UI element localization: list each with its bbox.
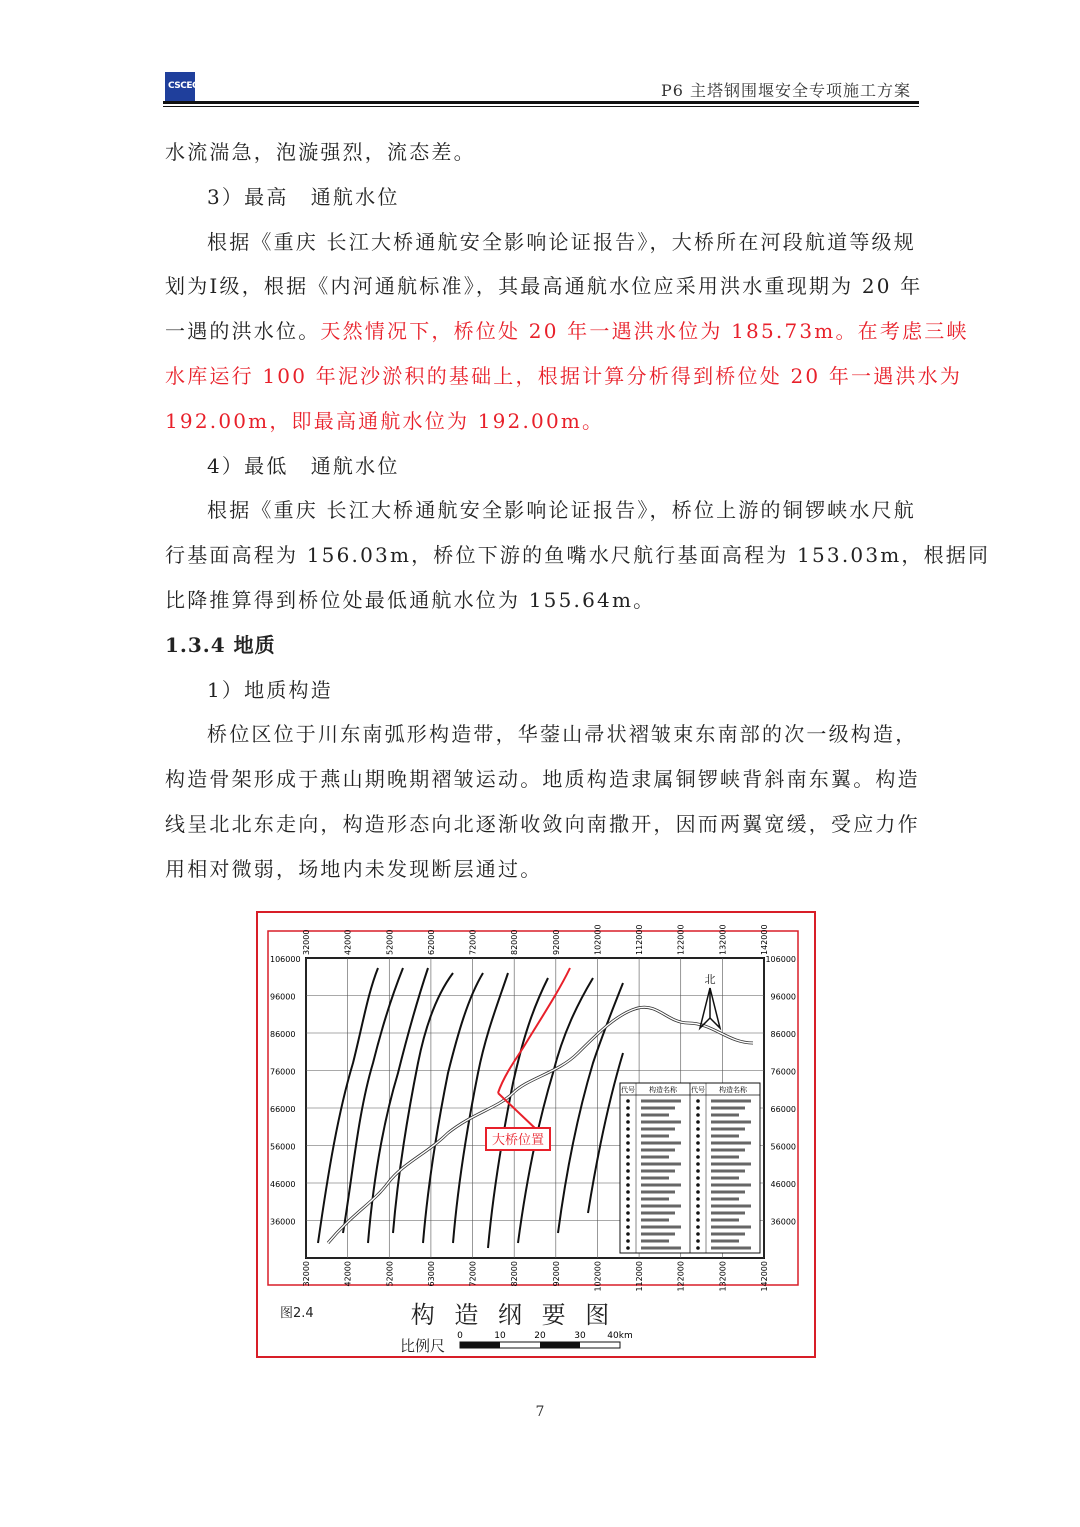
legend-entry	[641, 1156, 669, 1159]
paragraph-line: 线呈北北东走向，构造形态向北逐渐收敛向南撒开，因而两翼宽缓，受应力作	[165, 811, 920, 836]
axis-tick-label: 106000	[270, 955, 301, 964]
fold-line	[518, 978, 593, 1243]
legend-marker	[626, 1190, 630, 1194]
axis-tick-label: 46000	[270, 1180, 296, 1189]
axis-tick-label: 106000	[765, 955, 796, 964]
legend-marker	[696, 1099, 700, 1103]
legend-entry	[641, 1177, 669, 1180]
scale-tick-label: 20	[534, 1331, 546, 1341]
map-title: 构 造 纲 要 图	[410, 1301, 616, 1329]
axis-tick-label: 42000	[343, 1261, 353, 1287]
legend-marker	[696, 1204, 700, 1208]
legend-marker	[696, 1211, 700, 1215]
legend-entry	[641, 1233, 675, 1236]
legend-marker	[626, 1148, 630, 1152]
legend-marker	[696, 1197, 700, 1201]
axis-tick-label: 86000	[770, 1030, 796, 1039]
legend-marker	[696, 1127, 700, 1131]
legend-marker	[626, 1134, 630, 1138]
axis-tick-label: 76000	[270, 1067, 296, 1077]
company-logo	[165, 72, 199, 102]
legend-marker	[626, 1204, 630, 1208]
scale-tick-label: 0	[457, 1331, 463, 1341]
axis-tick-label: 102000	[593, 1261, 603, 1292]
section-heading: 4）最低 通航水位	[207, 453, 400, 478]
legend-entry	[711, 1212, 745, 1215]
axis-tick-label: 66000	[270, 1105, 296, 1114]
scale-label: 比例尺	[400, 1337, 446, 1355]
axis-tick-label: 36000	[770, 1217, 796, 1227]
legend-entry	[711, 1107, 745, 1110]
axis-tick-label: 112000	[635, 1261, 645, 1292]
north-arrow	[700, 973, 720, 1028]
legend-entry	[711, 1177, 739, 1180]
legend-marker	[696, 1176, 700, 1180]
fold-line	[368, 968, 428, 1243]
figure-label: 图2.4	[280, 1306, 314, 1321]
paragraph-line: 根据《重庆 长江大桥通航安全影响论证报告》，桥位上游的铜锣峡水尺航	[207, 498, 916, 523]
legend-entry	[641, 1142, 681, 1145]
axis-tick-label: 132000	[718, 924, 728, 955]
legend-marker	[626, 1127, 630, 1131]
legend-entry	[711, 1205, 751, 1208]
legend-marker	[696, 1232, 700, 1236]
scale-ticks	[457, 1331, 633, 1341]
legend-marker	[696, 1155, 700, 1159]
section-title: 1.3.4 地质	[165, 632, 276, 657]
legend-table	[620, 1083, 760, 1253]
paragraph-text: 一遇的洪水位。	[165, 319, 321, 344]
axis-tick-label: 92000	[551, 929, 561, 955]
legend-entry	[711, 1219, 739, 1222]
legend-entry	[641, 1163, 681, 1166]
legend-entry	[711, 1121, 751, 1124]
axis-tick-label: 63000	[426, 1261, 436, 1287]
scale-tick-label: 30	[574, 1331, 586, 1341]
legend-header: 构造名称	[649, 1086, 677, 1094]
paragraph-line: 行基面高程为 156.03m，桥位下游的鱼嘴水尺航行基面高程为 153.03m，根据同	[165, 543, 991, 568]
legend-marker	[696, 1106, 700, 1110]
legend-marker	[626, 1099, 630, 1103]
legend-entry	[641, 1121, 681, 1124]
right-axis	[765, 955, 796, 1227]
legend-entry	[711, 1184, 751, 1187]
left-axis	[270, 955, 301, 1227]
legend-entry	[711, 1170, 745, 1173]
scale-tick-label: 10	[494, 1331, 506, 1341]
legend-marker	[696, 1169, 700, 1173]
legend-entry	[641, 1128, 675, 1131]
top-axis	[302, 924, 769, 955]
axis-tick-label: 42000	[343, 929, 353, 955]
document-body	[165, 130, 991, 892]
legend-entry	[711, 1114, 739, 1117]
legend-entry	[641, 1191, 675, 1194]
legend-entry	[641, 1135, 669, 1138]
legend-marker	[626, 1239, 630, 1243]
paragraph-line: 桥位区位于川东南弧形构造带，华蓥山帚状褶皱束东南部的次一级构造，	[207, 722, 918, 747]
structure-outline-map	[258, 913, 814, 1356]
axis-tick-label: 96000	[270, 992, 296, 1002]
legend-entry	[641, 1107, 675, 1110]
axis-tick-label: 76000	[770, 1067, 796, 1077]
scale-tick-label: 40km	[607, 1331, 633, 1341]
axis-tick-label: 122000	[676, 1261, 686, 1292]
legend-marker	[626, 1162, 630, 1166]
legend-marker	[696, 1246, 700, 1250]
legend-entry	[711, 1135, 739, 1138]
bridge-location-label: 大桥位置	[491, 1133, 545, 1148]
legend-marker	[696, 1120, 700, 1124]
legend-marker	[696, 1190, 700, 1194]
axis-tick-label: 52000	[385, 929, 395, 955]
axis-tick-label: 86000	[270, 1030, 296, 1039]
legend-marker	[626, 1106, 630, 1110]
legend-marker	[696, 1162, 700, 1166]
legend-entry	[711, 1149, 745, 1152]
legend-entry	[711, 1247, 751, 1250]
legend-entry	[641, 1219, 669, 1222]
legend-entry	[641, 1170, 675, 1173]
paragraph-line: 根据《重庆 长江大桥通航安全影响论证报告》，大桥所在河段航道等级规	[207, 229, 916, 254]
legend-entry	[711, 1233, 745, 1236]
legend-marker	[696, 1141, 700, 1145]
highlighted-text: 天然情况下，桥位处 20 年一遇洪水位为 185.73m。在考虑三峡	[320, 319, 969, 344]
legend-marker	[696, 1113, 700, 1117]
axis-tick-label: 82000	[510, 1261, 520, 1287]
legend-entry	[641, 1205, 681, 1208]
legend-marker	[626, 1246, 630, 1250]
axis-tick-label: 62000	[426, 929, 436, 955]
subsection-heading: 1）地质构造	[207, 677, 333, 702]
geology-map-figure	[256, 911, 816, 1358]
legend-marker	[696, 1225, 700, 1229]
axis-tick-label: 122000	[676, 924, 686, 955]
section-heading: 3）最高 通航水位	[207, 184, 400, 209]
page-header	[163, 70, 919, 110]
axis-tick-label: 96000	[770, 992, 796, 1002]
paragraph-line: 水流湍急，泡漩强烈，流态差。	[165, 140, 476, 164]
legend-entry	[711, 1163, 751, 1166]
legend-entry	[711, 1156, 739, 1159]
legend-entry	[641, 1240, 669, 1243]
paragraph-line: 划为Ⅰ级，根据《内河通航标准》，其最高通航水位应采用洪水重现期为 20 年	[165, 274, 923, 299]
legend-entry	[641, 1114, 669, 1117]
axis-tick-label: 32000	[302, 1261, 311, 1287]
legend-marker	[626, 1169, 630, 1173]
axis-tick-label: 142000	[760, 924, 769, 955]
axis-tick-label: 56000	[270, 1142, 296, 1152]
paragraph-line	[165, 309, 969, 354]
paragraph-line: 构造骨架形成于燕山期晚期褶皱运动。地质构造隶属铜锣峡背斜南东翼。构造	[165, 767, 920, 792]
legend-entry	[711, 1142, 751, 1145]
legend-entry	[641, 1198, 669, 1201]
legend-marker	[626, 1218, 630, 1222]
header-rule-thin	[163, 106, 919, 107]
legend-marker	[626, 1197, 630, 1201]
legend-entry	[711, 1226, 751, 1229]
legend-entry	[641, 1226, 681, 1229]
legend-entry	[641, 1100, 681, 1103]
paragraph-line: 比降推算得到桥位处最低通航水位为 155.64m。	[165, 587, 656, 612]
logo-text: CSCEC	[168, 81, 199, 91]
legend-entry	[641, 1212, 675, 1215]
legend-marker	[696, 1148, 700, 1152]
highlighted-line: 水库运行 100 年泥沙淤积的基础上，根据计算分析得到桥位处 20 年一遇洪水为	[165, 363, 963, 388]
bottom-axis	[302, 1261, 769, 1292]
legend-marker	[626, 1120, 630, 1124]
highlighted-line: 192.00m，即最高通航水位为 192.00m。	[165, 408, 605, 433]
legend-entry	[711, 1198, 739, 1201]
north-label: 北	[704, 973, 716, 986]
paragraph-line: 用相对微弱，场地内未发现断层通过。	[165, 856, 543, 881]
axis-tick-label: 36000	[270, 1217, 296, 1227]
legend-marker	[626, 1232, 630, 1236]
legend-entry	[711, 1191, 745, 1194]
legend-entry	[641, 1184, 681, 1187]
header-title: P6 主塔钢围堰安全专项施工方案	[660, 81, 911, 100]
legend-marker	[696, 1239, 700, 1243]
legend-marker	[626, 1225, 630, 1229]
axis-tick-label: 112000	[635, 924, 645, 955]
legend-entry	[711, 1100, 751, 1103]
axis-tick-label: 72000	[468, 929, 478, 955]
axis-tick-label: 56000	[770, 1142, 796, 1152]
legend-header: 代号	[621, 1086, 635, 1094]
axis-tick-label: 92000	[551, 1261, 561, 1287]
legend-marker	[626, 1176, 630, 1180]
tongluoxia-anticline	[498, 968, 570, 1093]
legend-entry	[711, 1240, 739, 1243]
legend-marker	[626, 1113, 630, 1117]
fold-line	[393, 973, 453, 1233]
legend-marker	[626, 1141, 630, 1145]
legend-marker	[696, 1134, 700, 1138]
axis-tick-label: 46000	[770, 1180, 796, 1189]
axis-tick-label: 132000	[718, 1261, 728, 1292]
page-number: 7	[535, 1404, 545, 1420]
axis-tick-label: 32000	[302, 929, 311, 955]
axis-tick-label: 72000	[468, 1261, 478, 1287]
axis-tick-label: 82000	[510, 929, 520, 955]
legend-marker	[696, 1218, 700, 1222]
header-rule-thick	[163, 101, 919, 104]
legend-marker	[626, 1183, 630, 1187]
scale-bar	[460, 1342, 620, 1348]
legend-header: 构造名称	[719, 1086, 747, 1094]
legend-entry	[641, 1247, 681, 1250]
legend-marker	[626, 1211, 630, 1215]
fold-line	[588, 1053, 623, 1213]
legend-entry	[711, 1128, 745, 1131]
legend-marker	[626, 1155, 630, 1159]
axis-tick-label: 52000	[385, 1261, 395, 1287]
axis-tick-label: 102000	[593, 924, 603, 955]
axis-tick-label: 142000	[760, 1261, 769, 1292]
legend-marker	[696, 1183, 700, 1187]
axis-tick-label: 66000	[770, 1105, 796, 1114]
legend-header: 代号	[691, 1086, 705, 1094]
legend-entry	[641, 1149, 675, 1152]
